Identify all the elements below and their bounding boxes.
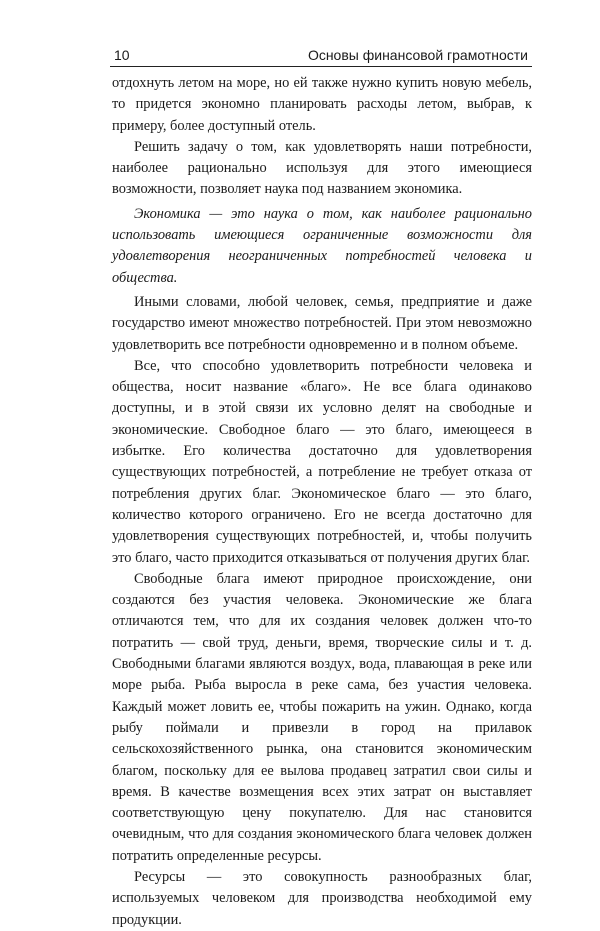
- page-number: 10: [114, 47, 130, 63]
- page-header: [110, 44, 532, 66]
- paragraph-economics-intro: Решить задачу о том, как удовлетворять наши потребности, наиболее рационально используя для этого имеющиеся возможности, позволяет наука под названием экономика.: [112, 138, 532, 198]
- running-title: Основы финансовой грамотности: [307, 47, 528, 63]
- economics-definition: Экономика — это наука о том, как наиболее рационально использовать имеющиеся ограниченные возможности для удовлетворения неограниченных потребностей человека и общества.: [112, 205, 532, 286]
- page-body: [112, 73, 532, 931]
- paragraph-needs: Иными словами, любой человек, семья, предприятие и даже государство имеют множество потребностей. При этом невозможно удовлетворить все потребности одновременно и в полном объеме.: [112, 293, 532, 353]
- paragraph-resources: Ресурсы — это совокупность разнообразных благ, используемых человеком для производства необходимой ему продукции.: [112, 868, 532, 928]
- header-rule: [110, 66, 532, 67]
- paragraph-goods: Все, что способно удовлетворить потребности человека и общества, носит название «благо». Не все блага одинаково доступны, и в этой связи их условно делят на свободные и экономические. Свободное благо — это благо, имеющееся в избытке. Его количества достаточно для удовлетворения существующих потребностей, а потребление не требует отказа от потребления других благ. Экономическое благо — это благо, количество которого ограничено. Его не всегда достаточно для удовлетворения существующих потребностей, и, чтобы получить это благо, часто приходится отказываться от получения других благ.: [112, 357, 532, 566]
- paragraph-free-goods: Свободные блага имеют природное происхождение, они создаются без участия человека. Экономические же блага отличаются тем, что для их создания человек должен что-то потратить — свой труд, деньги, время, творческие силы и т. д. Свободными благами являются воздух, вода, плавающая в реке или море рыба. Рыба выросла в реке сама, без участия человека. Каждый может ловить ее, чтобы пожарить на ужин. Однако, когда рыбу поймали и привезли в город на прилавок сельскохозяйственного рынка, она становится экономическим благом, поскольку для ее вылова продавец затратил свои силы и время. В качестве возмещения всех этих затрат он выставляет соответствующую цену покупателю. Для нас становится очевидным, что для создания экономического блага человек должен потратить определенные ресурсы.: [112, 570, 532, 864]
- paragraph-continuation: отдохнуть летом на море, но ей также нужно купить новую мебель, то придется экономно планировать расходы летом, выбрав, к примеру, более доступный отель.: [112, 75, 532, 134]
